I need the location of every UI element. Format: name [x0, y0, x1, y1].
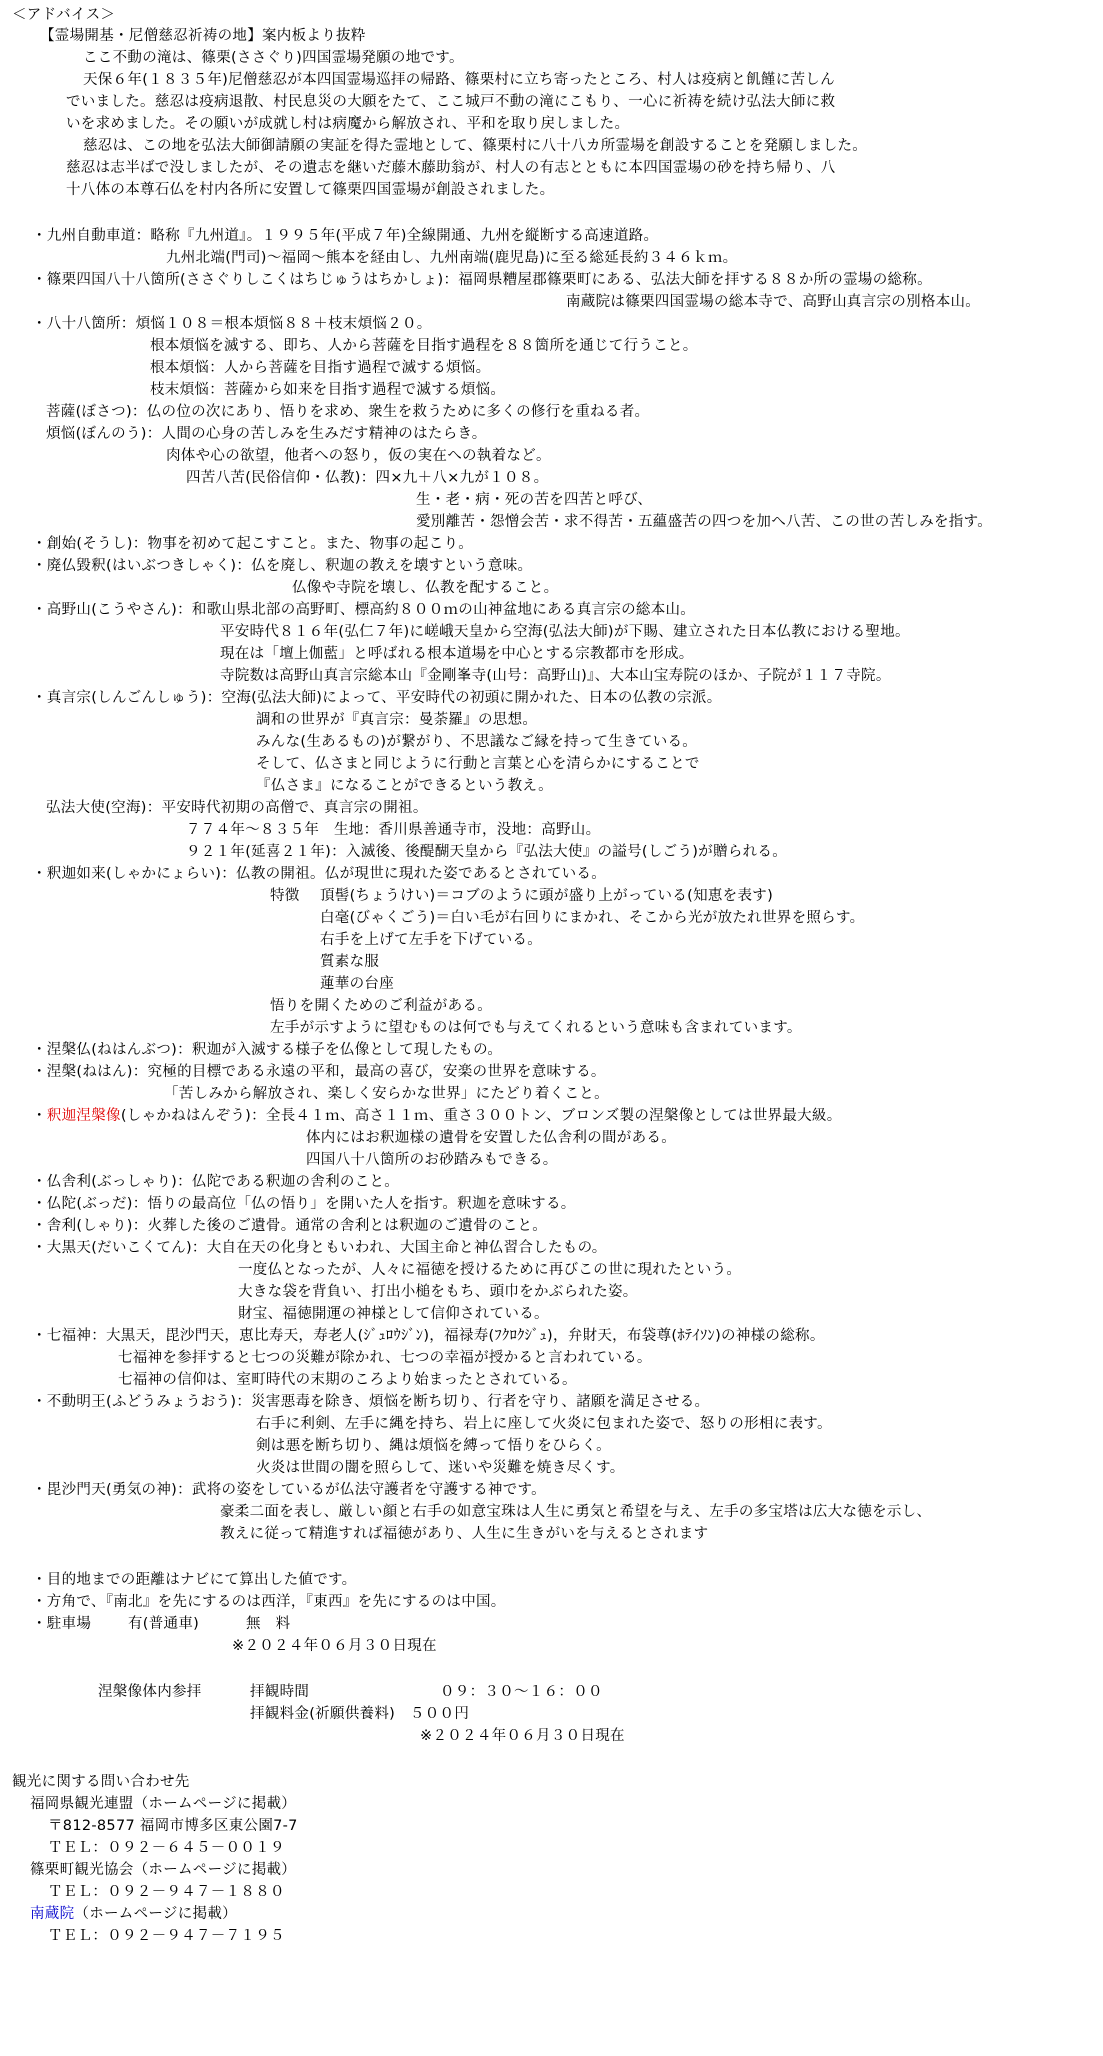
- paragraph-line: 慈忍は志半ばで没しましたが、その遺志を継いだ藤木藤助翁が、村人の有志とともに本四国霊場の砂を持ち帰り、八: [66, 160, 836, 176]
- term-detail: 平安時代８１６年(弘仁７年)に嵯峨天皇から空海(弘法大師)が下賜、建立された日本仏教における聖地。: [220, 624, 910, 640]
- note-line: ・方角で、『南北』を先にするのは西洋，『東西』を先にするのは中国。: [32, 1594, 506, 1610]
- term-detail: 右手を上げて左手を下げている。: [320, 932, 542, 948]
- contact-phone: ＴＥＬ：０９２－６４５－００１９: [48, 1840, 285, 1856]
- term-detail: 枝末煩悩：菩薩から如来を目指す過程で滅する煩悩。: [150, 382, 506, 398]
- paragraph-line: ここ不動の滝は、篠栗(ささぐり)四国霊場発願の地です。: [83, 50, 464, 66]
- term-detail: 蓮華の台座: [320, 976, 394, 992]
- term-detail: ９２１年(延喜２１年)：入滅後、後醍醐天皇から『弘法大使』の謚号(しごう)が贈られる。: [186, 844, 788, 860]
- contact-org: [30, 1904, 237, 1925]
- term-line: ・仏舎利(ぶっしゃり)：仏陀である釈迦の舎利のこと。: [32, 1174, 400, 1190]
- term-line: ・仏陀(ぶっだ)：悟りの最高位「仏の悟り」を開いた人を指す。釈迦を意味する。: [32, 1196, 576, 1212]
- term-line: ・釈迦如来(しゃかにょらい)：仏教の開祖。仏が現世に現れた姿であるとされている。: [32, 866, 607, 882]
- term-detail: 寺院数は高野山真言宗総本山『金剛峯寺(山号：高野山)』、大本山宝寿院のほか、子院が１１７寺院。: [220, 668, 891, 684]
- contact-phone: ＴＥＬ：０９２－９４７－７１９５: [48, 1928, 285, 1944]
- parking-fee: 無 料: [246, 1616, 291, 1632]
- term-detail: 「苦しみから解放され、楽しく安らかな世界」にたどり着くこと。: [164, 1086, 609, 1102]
- term-detail: 体内にはお釈迦様の遺骨を安置した仏舎利の間がある。: [306, 1130, 676, 1146]
- term-detail: 左手が示すように望むものは何でも与えてくれるという意味も含まれています。: [270, 1020, 802, 1036]
- term-detail: 南蔵院は篠栗四国霊場の総本寺で、高野山真言宗の別格本山。: [566, 294, 981, 310]
- contact-heading: 観光に関する問い合わせ先: [12, 1774, 190, 1790]
- term-detail: 肉体や心の欲望，他者への怒り，仮の実在への執着など。: [166, 448, 551, 464]
- date-note: ※２０２４年０６月３０日現在: [420, 1728, 625, 1744]
- term-line: ・毘沙門天(勇気の神)：武将の姿をしているが仏法守護者を守護する神です。: [32, 1482, 546, 1498]
- term-detail: 火炎は世間の闇を照らして、迷いや災難を焼き尽くす。: [256, 1460, 625, 1476]
- term-detail: 一度仏となったが、人々に福徳を授けるために再びこの世に現れたという。: [238, 1262, 742, 1278]
- term-text: (しゃかねはんぞう)：全長４１ｍ、高さ１１ｍ、重さ３００トン、ブロンズ製の涅槃像としては世界最大級。: [120, 1108, 842, 1124]
- term-line: ・舎利(しゃり)：火葬した後のご遺骨。通常の舎利とは釈迦のご遺骨のこと。: [32, 1218, 548, 1234]
- term-line: 菩薩(ぼさつ)：仏の位の次にあり、悟りを求め、衆生を救うために多くの修行を重ねる者。: [46, 404, 650, 420]
- term-detail: 七福神の信仰は、室町時代の末期のころより始まったとされている。: [118, 1372, 577, 1388]
- visit-hours-label: 拝観時間: [250, 1684, 310, 1700]
- visit-fee: 拝観料金(祈願供養料) ５００円: [250, 1706, 470, 1722]
- term-detail: みんな(生あるもの)が繋がり、不思議なご縁を持って生きている。: [256, 734, 698, 750]
- visit-label: 涅槃像体内参拝: [98, 1684, 202, 1700]
- parking-availability: 有(普通車): [128, 1616, 200, 1632]
- term-line: 弘法大使(空海)：平安時代初期の高僧で、真言宗の開祖。: [46, 800, 428, 816]
- paragraph-line: 十八体の本尊石仏を村内各所に安置して篠栗四国霊場が創設されました。: [66, 182, 555, 198]
- term-detail: 剣は悪を断ち切り、縄は煩悩を縛って悟りをひらく。: [256, 1438, 611, 1454]
- contact-note: （ホームページに掲載）: [74, 1906, 237, 1922]
- term-detail: 特徴: [270, 888, 300, 904]
- paragraph-line: でいました。慈忍は疫病退散、村民息災の大願をたて、ここ城戸不動の滝にこもり、一心に祈祷を続け弘法大師に救: [66, 94, 836, 110]
- nanzoin-link[interactable]: 南蔵院: [30, 1906, 75, 1922]
- contact-address: 〒812-8577 福岡市博多区東公園7-7: [48, 1818, 298, 1834]
- term-detail: そして、仏さまと同じように行動と言葉と心を清らかにすることで: [256, 756, 700, 772]
- term-line: ・大黒天(だいこくてん)：大自在天の化身ともいわれ、大国主命と神仏習合したもの。: [32, 1240, 607, 1256]
- term-line: ・廃仏毀釈(はいぶつきしゃく)：仏を廃し、釈迦の教えを壊すという意味。: [32, 558, 533, 574]
- term-detail: 四苦八苦(民俗信仰・仏教)：四×九＋八×九が１０８。: [186, 470, 549, 486]
- term-detail: 質素な服: [320, 954, 380, 970]
- term-detail: 生・老・病・死の苦を四苦と呼び、: [416, 492, 653, 508]
- term-detail: 悟りを開くためのご利益がある。: [270, 998, 492, 1014]
- term-line: [32, 1106, 842, 1127]
- paragraph-line: 天保６年(１８３５年)尼僧慈忍が本四国霊場巡拝の帰路、篠栗村に立ち寄ったところ、村人は疫病と飢饉に苦しん: [83, 72, 835, 88]
- term-line: ・九州自動車道：略称『九州道』。１９９５年(平成７年)全線開通、九州を縦断する高速道路。: [32, 228, 659, 244]
- date-note: ※２０２４年０６月３０日現在: [232, 1638, 437, 1654]
- section-title: 【霊場開基・尼僧慈忍祈祷の地】案内板より抜粋: [40, 28, 366, 44]
- highlighted-term: 釈迦涅槃像: [46, 1108, 121, 1124]
- term-detail: 根本煩悩：人から菩薩を目指す過程で滅する煩悩。: [150, 360, 491, 376]
- term-line: 煩悩(ぼんのう)：人間の心身の苦しみを生みだす精神のはたらき。: [46, 426, 487, 442]
- contact-phone: ＴＥＬ：０９２－９４７－１８８０: [48, 1884, 285, 1900]
- bullet: ・: [32, 1108, 47, 1124]
- term-detail: 右手に利剣、左手に縄を持ち、岩上に座して火炎に包まれた姿で、怒りの形相に表す。: [256, 1416, 832, 1432]
- term-detail: 財宝、福徳開運の神様として信仰されている。: [238, 1306, 549, 1322]
- term-detail: 七福神を参拝すると七つの災難が除かれ、七つの幸福が授かると言われている。: [118, 1350, 652, 1366]
- term-detail: 豪柔二面を表し、厳しい顔と右手の如意宝珠は人生に勇気と希望を与え、左手の多宝塔は広大な徳を示し、: [220, 1504, 932, 1520]
- term-detail: 『仏さま』になることができるという教え。: [256, 778, 553, 794]
- contact-org: 篠栗町観光協会（ホームページに掲載）: [30, 1862, 297, 1878]
- term-detail: 仏像や寺院を壊し、仏教を配すること。: [292, 580, 559, 596]
- term-line: ・創始(そうし)：物事を初めて起こすこと。また、物事の起こり。: [32, 536, 474, 552]
- term-detail: 四国八十八箇所のお砂踏みもできる。: [306, 1152, 558, 1168]
- term-detail: 調和の世界が『真言宗：曼荼羅』の思想。: [256, 712, 538, 728]
- term-detail: 根本煩悩を滅する、即ち、人から菩薩を目指す過程を８８箇所を通じて行うこと。: [150, 338, 698, 354]
- term-detail: 愛別離苦・怨憎会苦・求不得苦・五蘊盛苦の四つを加へ八苦、この世の苦しみを指す。: [416, 514, 993, 530]
- term-detail: 九州北端(門司)～福岡～熊本を経由し、九州南端(鹿児島)に至る総延長約３４６ｋｍ。: [166, 250, 738, 266]
- term-line: ・篠栗四国八十八箇所(ささぐりしこくはちじゅうはちかしょ)：福岡県糟屋郡篠栗町にある、弘法大師を拝する８８か所の霊場の総称。: [32, 272, 932, 288]
- term-line: ・涅槃仏(ねはんぶつ)：釈迦が入滅する様子を仏像として現したもの。: [32, 1042, 503, 1058]
- term-line: ・高野山(こうやさん)：和歌山県北部の高野町、標高約８００ｍの山神盆地にある真言宗の総本山。: [32, 602, 696, 618]
- visit-hours-value: ０９：３０～１６：００: [440, 1684, 603, 1700]
- term-line: ・真言宗(しんごんしゅう)：空海(弘法大師)によって、平安時代の初頭に開かれた、日本の仏教の宗派。: [32, 690, 722, 706]
- term-detail: ７７４年～８３５年 生地：香川県善通寺市，没地：高野山。: [186, 822, 601, 838]
- term-detail: 頂髻(ちょうけい)＝コブのように頭が盛り上がっている(知恵を表す): [320, 888, 774, 904]
- term-detail: 大きな袋を背負い、打出小槌をもち、頭巾をかぶられた姿。: [238, 1284, 638, 1300]
- parking-label: ・駐車場: [32, 1616, 92, 1632]
- term-line: ・八十八箇所：煩悩１０８＝根本煩悩８８＋枝末煩悩２０。: [32, 316, 432, 332]
- advice-heading: ＜アドバイス＞: [12, 7, 116, 23]
- term-detail: 白毫(びゃくごう)＝白い毛が右回りにまかれ、そこから光が放たれ世界を照らす。: [320, 910, 865, 926]
- term-detail: 現在は「壇上伽藍」と呼ばれる根本道場を中心とする宗教都市を形成。: [220, 646, 694, 662]
- contact-org: 福岡県観光連盟（ホームページに掲載）: [30, 1796, 297, 1812]
- term-line: ・不動明王(ふどうみょうおう)：災害悪毒を除き、煩悩を断ち切り、行者を守り、諸願を満足させる。: [32, 1394, 710, 1410]
- paragraph-line: 慈忍は、この地を弘法大師御請願の実証を得た霊地として、篠栗村に八十八カ所霊場を創設することを発願しました。: [83, 138, 868, 154]
- term-line: ・涅槃(ねはん)：究極的目標である永遠の平和，最高の喜び，安楽の世界を意味する。: [32, 1064, 606, 1080]
- note-line: ・目的地までの距離はナビにて算出した値です。: [32, 1572, 357, 1588]
- term-line: ・七福神：大黒天，毘沙門天，恵比寿天，寿老人(ｼﾞｭﾛｳｼﾞﾝ)，福禄寿(ﾌｸﾛｸｼﾞｭ)，弁財天，布袋尊(ﾎﾃｲｿﾝ)の神様の総称。: [32, 1328, 825, 1344]
- term-detail: 教えに従って精進すれば福徳があり、人生に生きがいを与えるとされます: [220, 1526, 709, 1542]
- paragraph-line: いを求めました。その願いが成就し村は病魔から解放され、平和を取り戻しました。: [66, 116, 630, 132]
